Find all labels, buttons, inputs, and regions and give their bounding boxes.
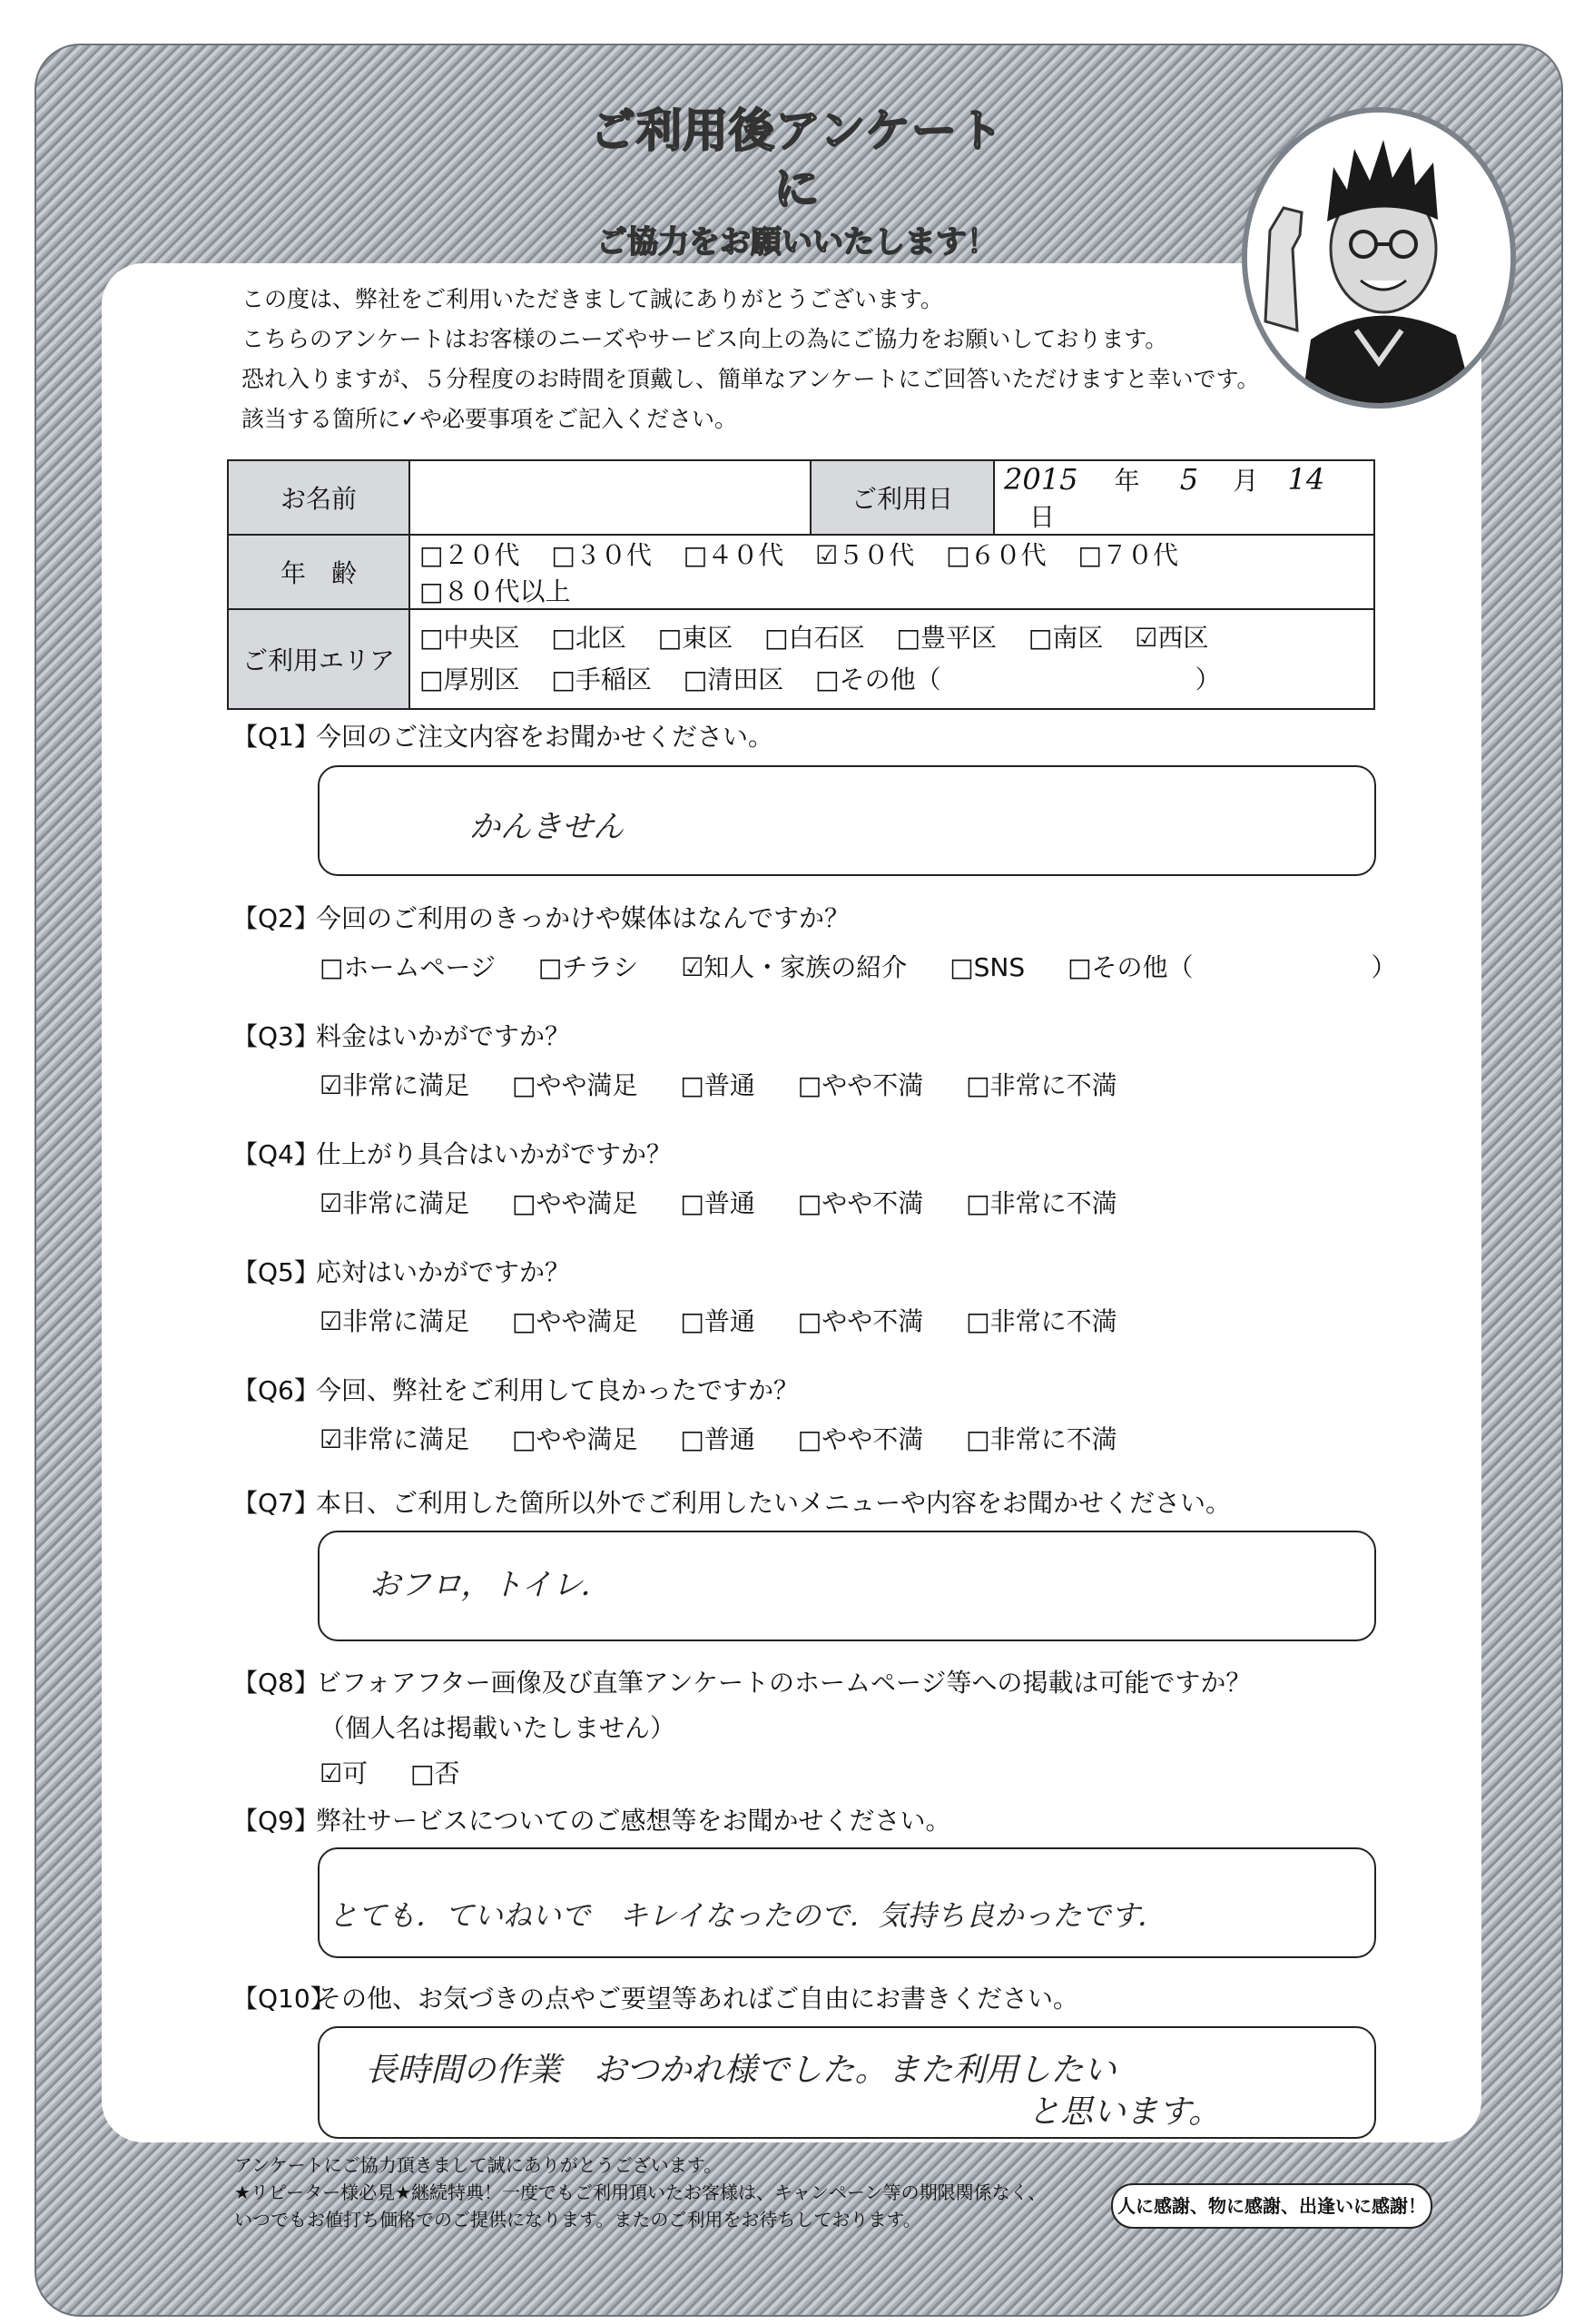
q5-text: 応対はいかがですか？: [316, 1257, 571, 1287]
q7-label: 【Q7】: [232, 1488, 320, 1518]
date-year-value: 2015: [1004, 462, 1078, 497]
intro-line: この度は、弊社をご利用いただきまして誠にありがとうございます。: [241, 286, 944, 312]
q10-answer-line-2: と思います。: [1028, 2093, 1222, 2131]
q4-text: 仕上がり具合はいかがですか？: [316, 1139, 673, 1169]
q4-label: 【Q4】: [232, 1139, 320, 1169]
area-options: [409, 609, 1374, 709]
question-5: [232, 1253, 570, 1289]
q6-option[interactable]: □やや不満: [797, 1424, 924, 1454]
q10-answer-line-1: 長時間の作業 おつかれ様でした。また利用したい: [365, 2052, 1117, 2089]
footer-line: いつでもお値打ち価格でのご提供になります。またのご利用をお待ちしております。: [234, 2209, 921, 2230]
area-option[interactable]: □東区: [657, 623, 733, 653]
q3-label: 【Q3】: [232, 1021, 320, 1051]
q6-choices: [320, 1420, 1152, 1456]
question-7: [232, 1483, 1231, 1520]
q6-option[interactable]: ☑非常に満足: [320, 1424, 470, 1454]
q3-option[interactable]: □やや満足: [512, 1070, 638, 1100]
q6-text: 今回、弊社をご利用して良かったですか？: [316, 1375, 800, 1405]
q7-answer-box[interactable]: [318, 1531, 1376, 1641]
q8-text: ビフォアフター画像及び直筆アンケートのホームページ等への掲載は可能ですか？: [316, 1668, 1252, 1698]
date-month-unit: 月: [1233, 466, 1259, 496]
q4-choices: [320, 1184, 1152, 1220]
age-option[interactable]: □２０代: [419, 540, 520, 570]
footer-text: [234, 2152, 1046, 2233]
q2-option[interactable]: □ホームページ: [320, 952, 496, 982]
slogan-badge: 人に感謝、物に感謝、出逢いに感謝！: [1111, 2183, 1432, 2229]
q6-option[interactable]: □普通: [680, 1424, 755, 1454]
q5-choices: [320, 1302, 1152, 1338]
area-option[interactable]: □清田区: [683, 665, 784, 694]
intro-line: 該当する箇所に✓や必要事項をご記入ください。: [241, 406, 737, 432]
q6-option[interactable]: □非常に不満: [966, 1424, 1117, 1454]
q4-option[interactable]: □非常に不満: [966, 1188, 1117, 1218]
date-day-value: 14: [1287, 462, 1325, 497]
q10-text: その他、お気づきの点やご要望等あればご自由にお書きください。: [316, 1984, 1079, 2014]
q8-choices: [320, 1754, 494, 1790]
q1-label: 【Q1】: [232, 722, 320, 752]
q10-label: 【Q10】: [232, 1984, 336, 2014]
customer-info-table: [227, 459, 1375, 710]
question-2: [232, 899, 850, 935]
footer-line: ★リピーター様必見★継続特典！一度でもご利用頂いたお客様は、キャンペーン等の期限関係なく、: [234, 2181, 1047, 2203]
date-field[interactable]: [994, 460, 1374, 535]
date-day-unit: 日: [1029, 502, 1056, 532]
area-option[interactable]: □豊平区: [896, 623, 997, 653]
q1-answer-box[interactable]: [318, 765, 1376, 876]
q4-option[interactable]: □普通: [680, 1188, 755, 1218]
q8-option[interactable]: □否: [410, 1758, 460, 1788]
q5-option[interactable]: ☑非常に満足: [320, 1306, 470, 1336]
age-option[interactable]: □７０代: [1077, 540, 1178, 570]
q2-option[interactable]: □チラシ: [537, 952, 639, 982]
intro-line: 恐れ入りますが、５分程度のお時間を頂戴し、簡単なアンケートにご回答いただけますと幸いです。: [241, 366, 1260, 392]
q8-note: （個人名は掲載いたしません）: [320, 1713, 676, 1743]
q5-option[interactable]: □普通: [680, 1306, 755, 1336]
q5-option[interactable]: □やや満足: [512, 1306, 638, 1336]
q3-option[interactable]: □非常に不満: [966, 1070, 1117, 1100]
area-option[interactable]: □中央区: [419, 623, 520, 653]
question-6: [232, 1371, 799, 1407]
date-month-value: 5: [1179, 462, 1199, 497]
area-option[interactable]: □厚別区: [419, 665, 520, 694]
area-label: ご利用エリア: [228, 609, 409, 709]
q1-text: 今回のご注文内容をお聞かせください。: [316, 722, 774, 752]
title-line-2: ご協力をお願いいたします！: [596, 224, 998, 261]
area-option[interactable]: □北区: [551, 623, 626, 653]
q9-answer: とても．ていねいで キレイなったので．気持ち良かったです．: [329, 1898, 1166, 1933]
q6-label: 【Q6】: [232, 1375, 320, 1405]
q4-option[interactable]: ☑非常に満足: [320, 1188, 470, 1218]
q5-label: 【Q5】: [232, 1257, 320, 1287]
name-field[interactable]: [409, 460, 811, 535]
q3-option[interactable]: ☑非常に満足: [320, 1070, 470, 1100]
q5-option[interactable]: □非常に不満: [966, 1306, 1117, 1336]
area-option[interactable]: □手稲区: [551, 665, 652, 694]
q3-choices: [320, 1066, 1152, 1102]
q3-option[interactable]: □やや不満: [797, 1070, 924, 1100]
q3-option[interactable]: □普通: [680, 1070, 755, 1100]
q6-option[interactable]: □やや満足: [512, 1424, 638, 1454]
area-option[interactable]: □白石区: [764, 623, 865, 653]
question-9: [232, 1801, 950, 1837]
age-option[interactable]: □６０代: [946, 540, 1047, 570]
survey-title: [570, 102, 1024, 261]
q8-option[interactable]: ☑可: [320, 1758, 369, 1788]
area-option[interactable]: ☑西区: [1135, 623, 1209, 653]
age-label: 年 齢: [228, 535, 409, 609]
q9-answer-box[interactable]: [318, 1847, 1376, 1958]
age-option[interactable]: ☑５０代: [815, 540, 915, 570]
age-option[interactable]: □４０代: [683, 540, 784, 570]
q2-option[interactable]: □その他（ ）: [1067, 952, 1397, 982]
area-option[interactable]: □その他（ ）: [815, 665, 1221, 694]
q2-text: 今回のご利用のきっかけや媒体はなんですか？: [316, 903, 851, 933]
q8-label: 【Q8】: [232, 1668, 320, 1698]
q7-answer: おフロ，トイレ．: [369, 1567, 612, 1603]
q7-text: 本日、ご利用した箇所以外でご利用したいメニューや内容をお聞かせください。: [316, 1488, 1232, 1518]
question-8: [232, 1663, 1251, 1699]
q10-answer-box[interactable]: [318, 2026, 1376, 2139]
q2-option[interactable]: □SNS: [949, 952, 1026, 982]
intro-text: [241, 280, 1331, 439]
question-10: [232, 1979, 1078, 2015]
area-option[interactable]: □南区: [1028, 623, 1104, 653]
intro-line: こちらのアンケートはお客様のニーズやサービス向上の為にご協力をお願いしております。: [241, 326, 1168, 352]
age-option[interactable]: □３０代: [551, 540, 652, 570]
q3-text: 料金はいかがですか？: [316, 1021, 571, 1051]
footer-line: アンケートにご協力頂きまして誠にありがとうございます。: [234, 2154, 723, 2176]
q2-choices: [320, 948, 1432, 984]
age-option[interactable]: □８０代以上: [419, 576, 571, 606]
question-4: [232, 1135, 672, 1171]
q4-option[interactable]: □やや満足: [512, 1188, 638, 1218]
q9-label: 【Q9】: [232, 1806, 320, 1836]
q2-label: 【Q2】: [232, 903, 320, 933]
name-label: お名前: [228, 460, 409, 535]
title-line-1: ご利用後アンケートに: [590, 104, 1004, 215]
date-label: ご利用日: [811, 460, 994, 535]
q1-answer: かんきせん: [469, 809, 624, 845]
question-1: [232, 717, 773, 753]
q4-option[interactable]: □やや不満: [797, 1188, 924, 1218]
q2-option[interactable]: ☑知人・家族の紹介: [681, 952, 908, 982]
q5-option[interactable]: □やや不満: [797, 1306, 924, 1336]
q9-text: 弊社サービスについてのご感想等をお聞かせください。: [316, 1806, 951, 1836]
question-3: [232, 1017, 570, 1053]
date-year-unit: 年: [1114, 466, 1140, 496]
age-options: [409, 535, 1374, 609]
